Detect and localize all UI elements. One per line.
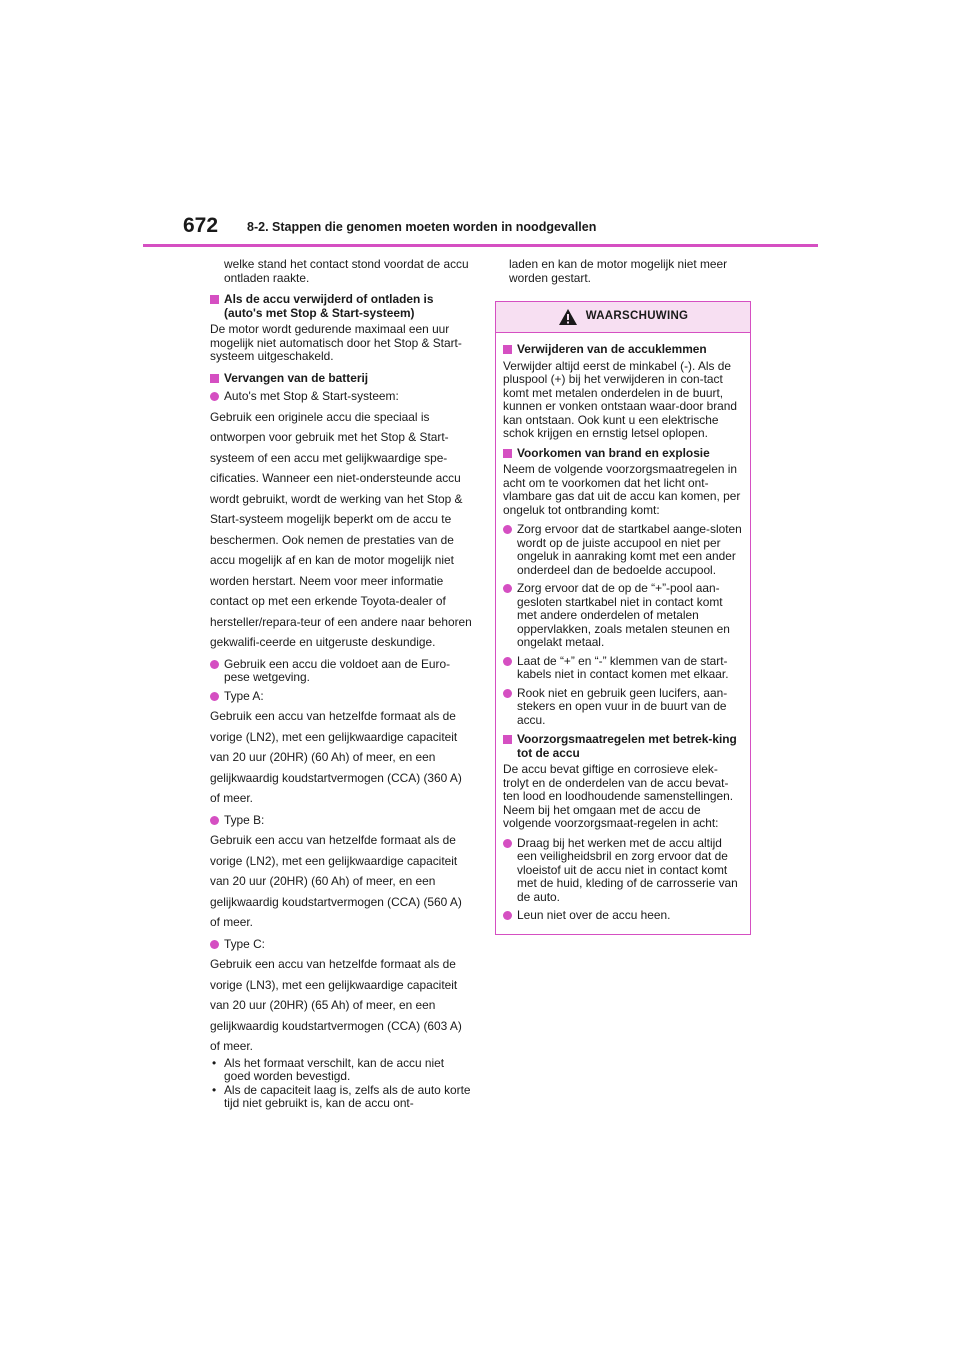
bullet-text: Type A: — [224, 688, 264, 703]
heading-remove-clamps — [503, 343, 743, 357]
paragraph: Neem de volgende voorzorgsmaatregelen in acht om te voorkomen dat het licht ont-vlambare gas dat uit de accu kan komen, per ongeluk tot ontbranding komt: — [503, 462, 741, 517]
heading-replace-battery — [210, 372, 472, 386]
round-bullet-icon — [210, 816, 219, 825]
round-bullet-icon — [210, 392, 219, 401]
bullet-text: Laat de “+” en “-” klemmen van de start-kabels niet in contact komen met elkaar. — [517, 653, 729, 681]
paragraph: Verwijder altijd eerst de minkabel (-). Als de pluspool (+) bij het verwijderen in con-tact komt met metalen onderdelen in de buurt, kunnen er vonken ontstaan waar-door brand kan ontstaan. Ook kunt u een elektrische schok krijgen en ernstig letsel oplopen. — [503, 358, 738, 440]
square-bullet-icon — [210, 374, 219, 383]
heading-text: Als de accu verwijderd of ontladen is (auto's met Stop & Start-systeem) — [224, 292, 434, 320]
dash-text: Als de capaciteit laag is, zelfs als de auto korte tijd niet gebruikt is, kan de accu ont- — [224, 1082, 471, 1110]
bullet-item — [503, 837, 743, 905]
round-bullet-icon — [503, 525, 512, 534]
warning-triangle-icon — [558, 308, 578, 326]
round-bullet-icon — [210, 692, 219, 701]
heading-precautions — [503, 733, 743, 760]
square-bullet-icon — [503, 449, 512, 458]
bullet-text: Auto's met Stop & Start-systeem: — [224, 389, 399, 403]
paragraph: Gebruik een originele accu die speciaal is ontworpen voor gebruik met het Stop & Start-systeem of een accu met gelijkwaardige spe-cificaties. Wanneer een niet-ondersteunde accu wordt gebruikt, wordt de werking van het Stop & Start-systeem mogelijk beperkt om de accu te beschermen. Ook nemen de prestaties van de accu mogelijk af en kan de motor mogelijk niet worden herstart. Neem voor meer informatie contact op met een erkende Toyota-dealer of hersteller/repara-teur of een andere naar behoren gekwalifi-ceerde en uitgeruste deskundige. — [210, 409, 472, 649]
section-title: 8-2. Stappen die genomen moeten worden in noodgevallen — [247, 220, 597, 234]
dash-text: Als het formaat verschilt, kan de accu niet goed worden bevestigd. — [224, 1055, 445, 1083]
round-bullet-icon — [210, 940, 219, 949]
square-bullet-icon — [210, 295, 219, 304]
paragraph: Gebruik een accu van hetzelfde formaat als de vorige (LN2), met een gelijkwaardige capaciteit van 20 uur (20HR) (60 Ah) of meer, en een gelijkwaardig koudstartvermogen (CCA) (360 A) of meer. — [210, 709, 462, 805]
bullet-text: Gebruik een accu die voldoet aan de Euro-pese wetgeving. — [224, 656, 451, 684]
left-column — [210, 258, 472, 1111]
dash-bullet-icon: • — [212, 1082, 217, 1097]
heading-text: Voorzorgsmaatregelen met betrek-king tot de accu — [517, 732, 737, 760]
bullet-text: Draag bij het werken met de accu altijd een veiligheidsbril en zorg ervoor dat de vloeistof uit de accu niet in contact komt met de huid, kleding of de carrosserie van de auto. — [517, 835, 738, 904]
heading-text: Voorkomen van brand en explosie — [517, 445, 710, 460]
bullet-item — [503, 523, 743, 577]
paragraph: De motor wordt gedurende maximaal een uur mogelijk niet automatisch door het Stop & Start-systeem uitgeschakeld. — [210, 322, 462, 363]
heading-prevent-fire — [503, 447, 743, 461]
continued-text: laden en kan de motor mogelijk niet meer worden gestart. — [509, 257, 728, 285]
bullet-item — [210, 814, 472, 828]
round-bullet-icon — [503, 657, 512, 666]
round-bullet-icon — [503, 839, 512, 848]
round-bullet-icon — [210, 660, 219, 669]
page-number: 672 — [183, 214, 219, 237]
dash-item — [210, 1084, 472, 1111]
dash-bullet-icon: • — [212, 1055, 217, 1070]
bullet-item — [503, 909, 743, 923]
bullet-text: Leun niet over de accu heen. — [517, 908, 671, 922]
heading-text: Verwijderen van de accuklemmen — [517, 342, 707, 356]
warning-title: WAARSCHUWING — [585, 310, 689, 323]
bullet-text: Type C: — [224, 936, 265, 951]
bullet-text: Zorg ervoor dat de op de “+”-pool aan-gesloten startkabel niet in contact komt met andere onderdelen of metalen oppervlakken, zoals metalen steunen en ongelakt metaal. — [517, 581, 730, 649]
warning-body — [496, 333, 750, 934]
paragraph: Gebruik een accu van hetzelfde formaat als de vorige (LN3), met een gelijkwaardige capaciteit van 20 uur (20HR) (65 Ah) of meer, en een gelijkwaardig koudstartvermogen (CCA) (603 A) of meer. — [210, 957, 462, 1053]
bullet-item — [503, 582, 743, 650]
heading-text: Vervangen van de batterij — [224, 370, 369, 385]
bullet-item — [210, 390, 472, 404]
bullet-text: Zorg ervoor dat de startkabel aange-sloten wordt op de juiste accupool en niet per ongeluk in aanraking komt met een ander onderdeel dan de bedoelde accupool. — [517, 522, 742, 577]
bullet-text: Type B: — [224, 812, 265, 827]
warning-header — [496, 302, 750, 333]
bullet-item — [503, 687, 743, 728]
paragraph: Gebruik een accu van hetzelfde formaat als de vorige (LN2), met een gelijkwaardige capaciteit van 20 uur (20HR) (60 Ah) of meer, en een gelijkwaardig koudstartvermogen (CCA) (560 A) of meer. — [210, 833, 462, 929]
dash-item — [210, 1057, 472, 1084]
bullet-item — [210, 938, 472, 952]
bullet-item — [210, 658, 472, 685]
square-bullet-icon — [503, 735, 512, 744]
round-bullet-icon — [503, 584, 512, 593]
bullet-item — [210, 690, 472, 704]
paragraph: De accu bevat giftige en corrosieve elek-trolyt en de onderdelen van de accu bevat-ten lood en loodhoudende samenstellingen. Neem bij het omgaan met de accu de volgende voorzorgsmaat-regelen in acht: — [503, 762, 734, 830]
right-column — [495, 258, 751, 935]
intro-text: welke stand het contact stond voordat de accu ontladen raakte. — [224, 257, 469, 285]
bullet-text: Rook niet en gebruik geen lucifers, aan-stekers en open vuur in de buurt van de accu. — [517, 685, 728, 727]
warning-box — [495, 301, 751, 935]
round-bullet-icon — [503, 911, 512, 920]
bullet-item — [503, 655, 743, 682]
header-rule — [143, 244, 818, 247]
round-bullet-icon — [503, 689, 512, 698]
heading-battery-removed — [210, 293, 472, 320]
square-bullet-icon — [503, 345, 512, 354]
